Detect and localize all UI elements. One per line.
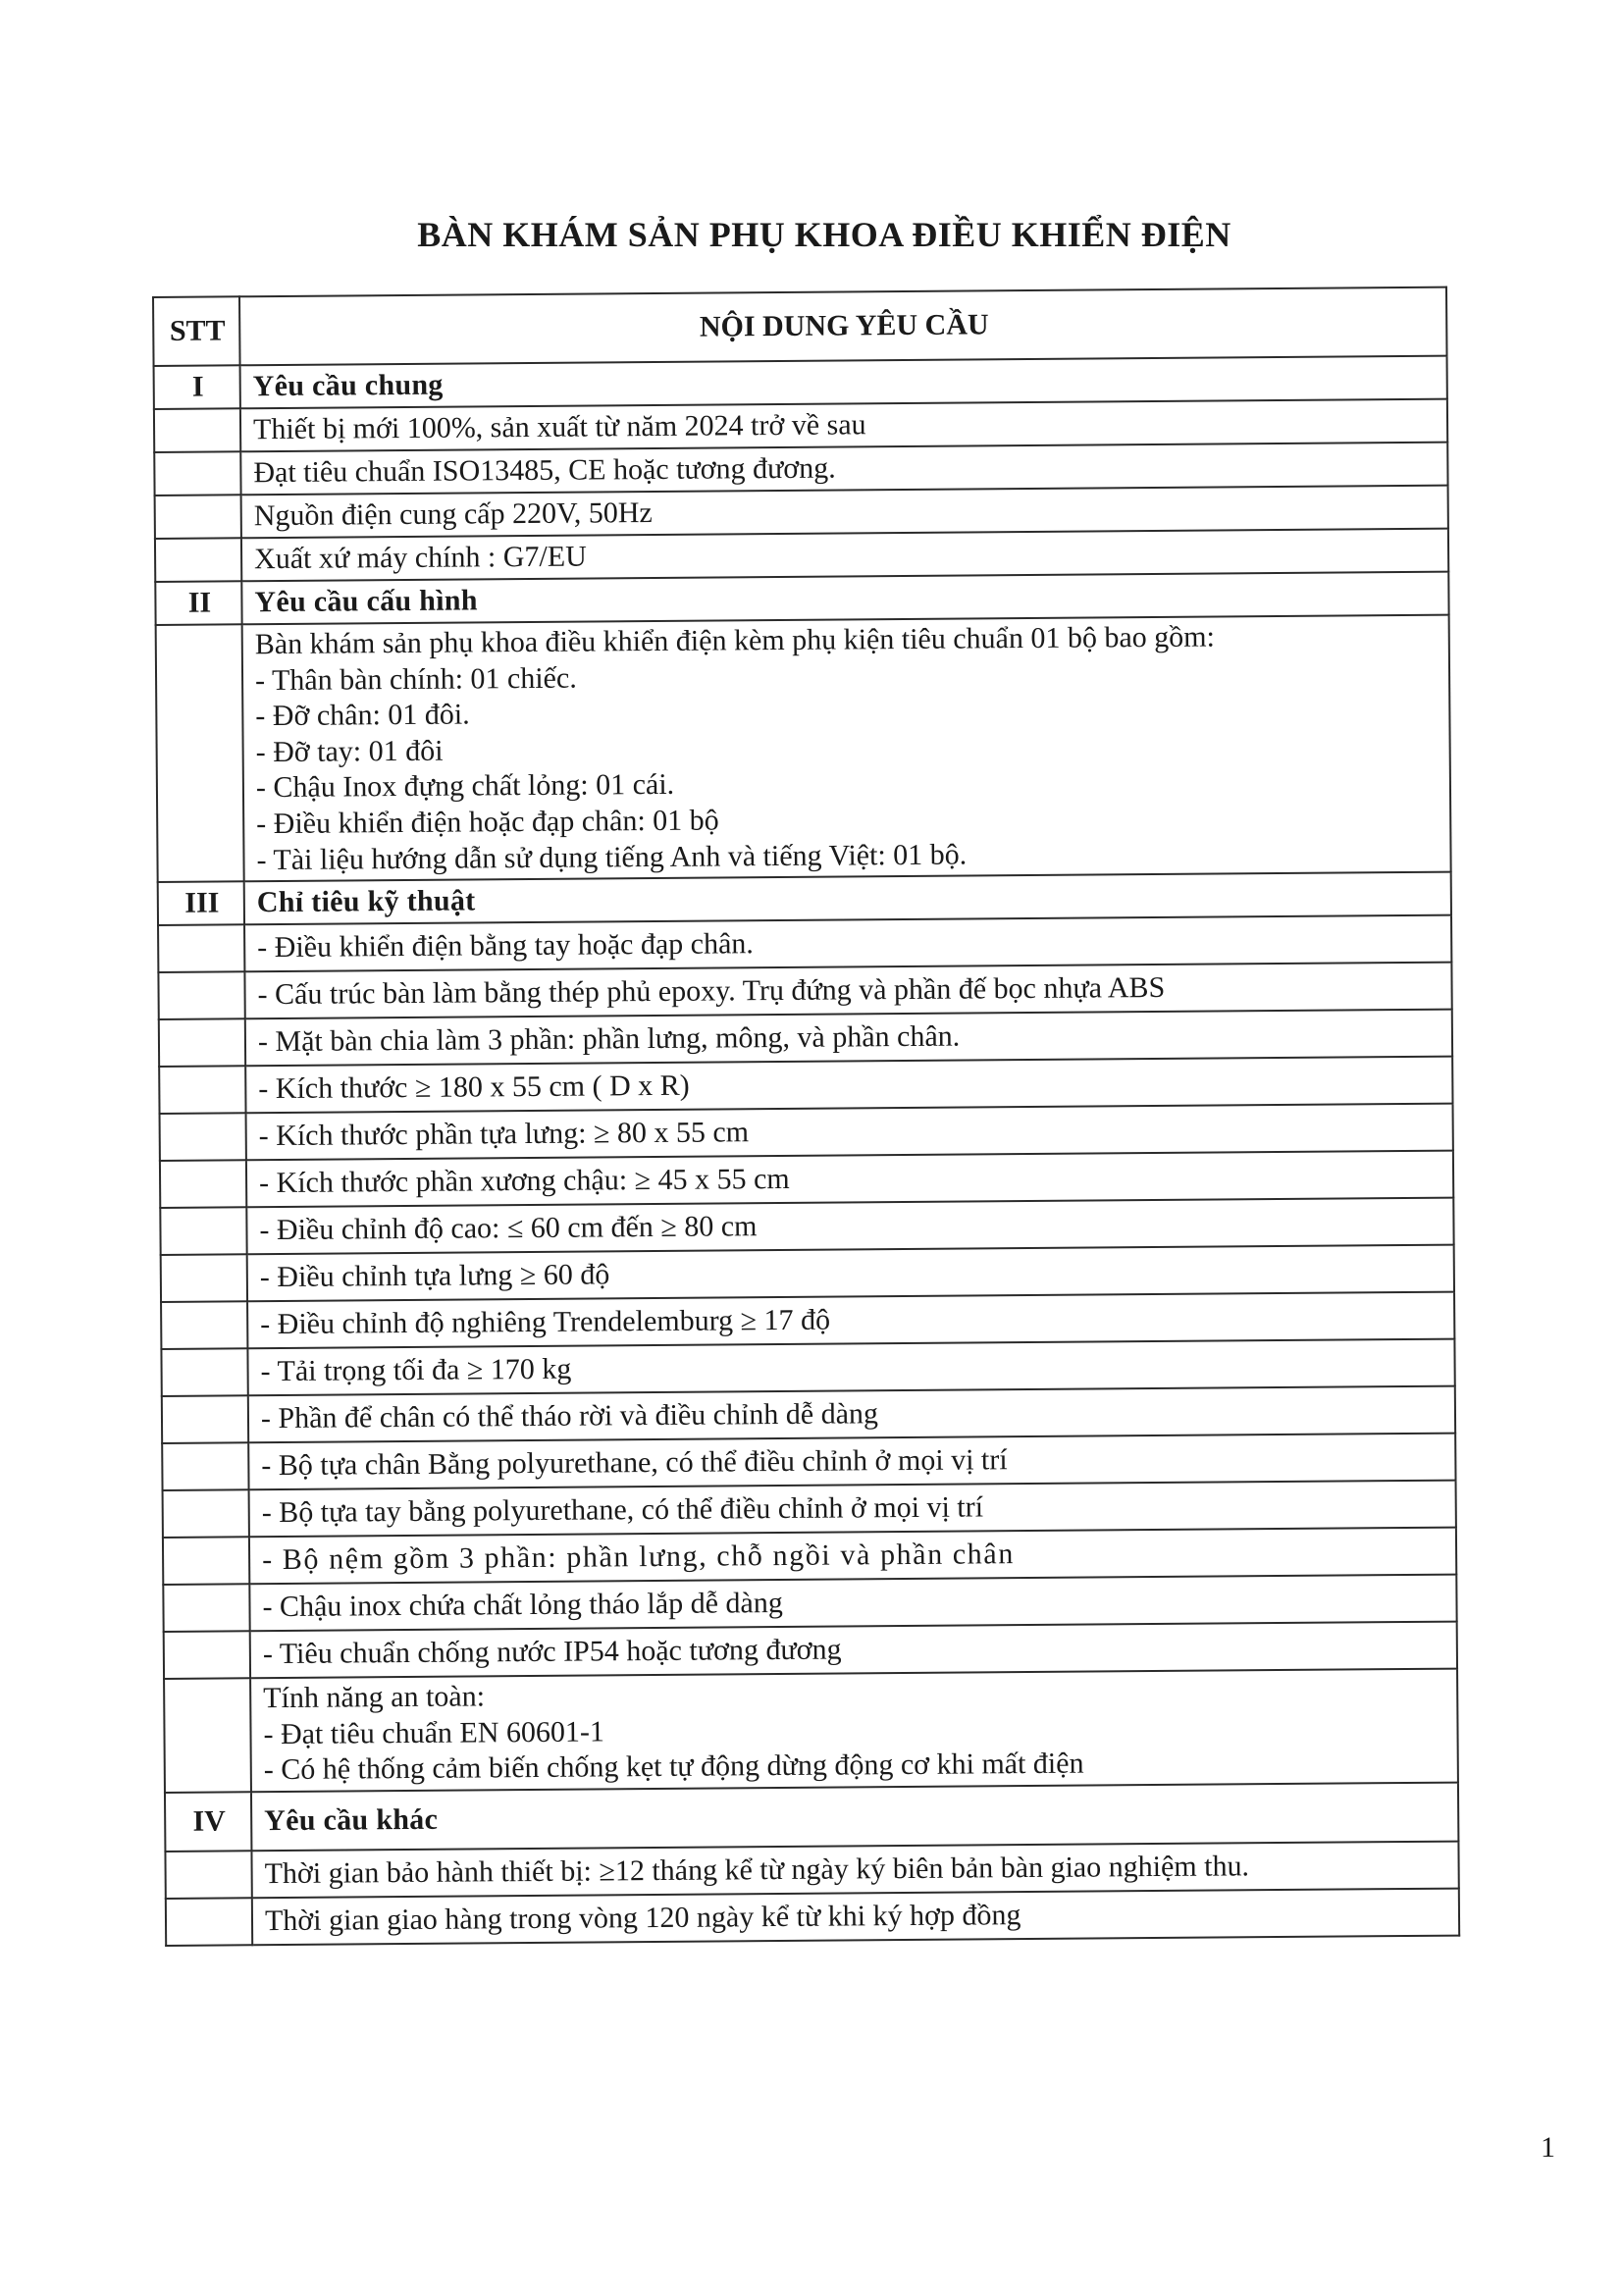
stt-cell: II <box>155 581 241 625</box>
page-number: 1 <box>1541 2131 1555 2164</box>
stt-cell-empty <box>160 1160 246 1208</box>
safety-line: - Đạt tiêu chuẩn EN 60601-1 <box>263 1715 605 1750</box>
requirement-cell: Nguồn điện cung cấp 220V, 50Hz <box>241 486 1448 539</box>
requirement-cell: - Chậu inox chứa chất lỏng tháo lắp dễ dàng <box>249 1575 1456 1632</box>
safety-line: - Có hệ thống cảm biến chống kẹt tự động dừng động cơ khi mất điện <box>263 1747 1084 1787</box>
stt-cell-empty <box>161 1348 247 1396</box>
stt-cell-empty <box>164 1678 251 1792</box>
configuration-line: - Đỡ chân: 01 đôi. <box>255 698 470 733</box>
section-title: Yêu cầu khác <box>251 1783 1458 1852</box>
requirement-cell: Thời gian giao hàng trong vòng 120 ngày kể từ khi ký hợp đồng <box>252 1889 1459 1946</box>
requirement-cell: - Điều khiển điện bằng tay hoặc đạp chân. <box>244 915 1451 972</box>
table-row-safety-features <box>164 1669 1458 1793</box>
stt-cell: III <box>158 881 244 925</box>
stt-cell-empty <box>154 451 240 496</box>
requirement-cell: - Kích thước ≥ 180 x 55 cm ( D x R) <box>245 1057 1452 1114</box>
section-title: Yêu cầu cấu hình <box>241 572 1448 625</box>
section-title: Yêu cầu chung <box>240 356 1447 409</box>
configuration-line: - Đỡ tay: 01 đôi <box>255 734 444 768</box>
stt-cell-empty <box>163 1537 249 1585</box>
requirement-cell: - Phần để chân có thể tháo rời và điều chỉnh dễ dàng <box>248 1386 1455 1443</box>
safety-features-cell <box>250 1669 1458 1792</box>
requirement-cell: - Kích thước phần xương chậu: ≥ 45 x 55 cm <box>246 1151 1453 1208</box>
header-stt: STT <box>153 296 240 366</box>
requirement-cell: - Kích thước phần tựa lưng: ≥ 80 x 55 cm <box>246 1104 1453 1161</box>
header-content: NỘI DUNG YÊU CẦU <box>239 287 1447 366</box>
stt-cell-empty <box>160 1113 246 1161</box>
requirement-cell: - Tiêu chuẩn chống nước IP54 hoặc tương đương <box>250 1622 1457 1679</box>
requirement-cell: Thời gian bảo hành thiết bị: ≥12 tháng kể từ ngày ký biên bản bàn giao nghiệm thu. <box>251 1842 1458 1899</box>
requirement-cell: - Điều chỉnh tựa lưng ≥ 60 độ <box>247 1245 1454 1302</box>
stt-cell-empty <box>159 1066 245 1114</box>
requirement-cell: - Điều chỉnh độ nghiêng Trendelemburg ≥ 17 độ <box>247 1292 1454 1349</box>
stt-cell-empty <box>158 924 244 972</box>
requirement-cell: - Mặt bàn chia làm 3 phần: phần lưng, mông, và phần chân. <box>245 1010 1452 1067</box>
requirement-cell: - Bộ tựa tay bằng polyurethane, có thể điều chỉnh ở mọi vị trí <box>249 1481 1456 1538</box>
requirement-cell: - Bộ nệm gồm 3 phần: phần lưng, chỗ ngồi và phần chân <box>249 1528 1456 1585</box>
stt-cell-empty <box>162 1442 248 1490</box>
requirements-table <box>152 287 1460 1947</box>
requirement-cell: - Điều chỉnh độ cao: ≤ 60 cm đến ≥ 80 cm <box>246 1198 1453 1255</box>
configuration-line: - Điều khiển điện hoặc đạp chân: 01 bộ <box>256 804 719 841</box>
table-row <box>166 1889 1459 1946</box>
stt-cell-empty <box>160 1207 246 1255</box>
configuration-line: - Thân bàn chính: 01 chiếc. <box>254 661 577 697</box>
table-row-configuration-list <box>156 615 1451 882</box>
requirement-cell: Xuất xứ máy chính : G7/EU <box>241 529 1448 582</box>
stt-cell-empty <box>154 408 240 452</box>
requirement-cell: - Tải trọng tối đa ≥ 170 kg <box>247 1339 1454 1396</box>
stt-cell-empty <box>162 1395 248 1443</box>
requirement-cell: - Cấu trúc bàn làm bằng thép phủ epoxy. Trụ đứng và phần đế bọc nhựa ABS <box>244 963 1451 1019</box>
stt-cell: I <box>154 365 240 409</box>
stt-cell-empty <box>163 1489 249 1538</box>
stt-cell-empty <box>155 495 241 539</box>
configuration-list-cell <box>242 615 1451 882</box>
stt-cell-empty <box>161 1301 247 1349</box>
requirement-cell: Đạt tiêu chuẩn ISO13485, CE hoặc tương đương. <box>240 443 1447 496</box>
page-title: BÀN KHÁM SẢN PHỤ KHOA ĐIỀU KHIỂN ĐIỆN <box>417 215 1231 254</box>
stt-cell: IV <box>165 1792 251 1852</box>
stt-cell-empty <box>165 1851 251 1899</box>
stt-cell-empty <box>164 1631 250 1679</box>
stt-cell-empty <box>158 971 244 1019</box>
stt-cell-empty <box>156 624 244 882</box>
stt-cell-empty <box>155 538 241 582</box>
table-header-row <box>153 287 1447 366</box>
stt-cell-empty <box>159 1018 245 1067</box>
section-title: Chỉ tiêu kỹ thuật <box>244 872 1451 925</box>
configuration-line: Bàn khám sản phụ khoa điều khiển điện kèm phụ kiện tiêu chuẩn 01 bộ bao gồm: <box>254 620 1216 661</box>
configuration-line: - Tài liệu hướng dẫn sử dụng tiếng Anh và tiếng Việt: 01 bộ. <box>256 838 968 876</box>
section-row-other <box>165 1783 1458 1852</box>
stt-cell-empty <box>161 1254 247 1302</box>
safety-line: Tính năng an toàn: <box>263 1680 486 1715</box>
stt-cell-empty <box>166 1898 252 1946</box>
configuration-line: - Chậu Inox đựng chất lỏng: 01 cái. <box>255 768 675 805</box>
requirement-cell: - Bộ tựa chân Bằng polyurethane, có thể điều chỉnh ở mọi vị trí <box>248 1434 1455 1490</box>
stt-cell-empty <box>163 1584 249 1632</box>
requirement-cell: Thiết bị mới 100%, sản xuất từ năm 2024 trở về sau <box>240 399 1447 452</box>
